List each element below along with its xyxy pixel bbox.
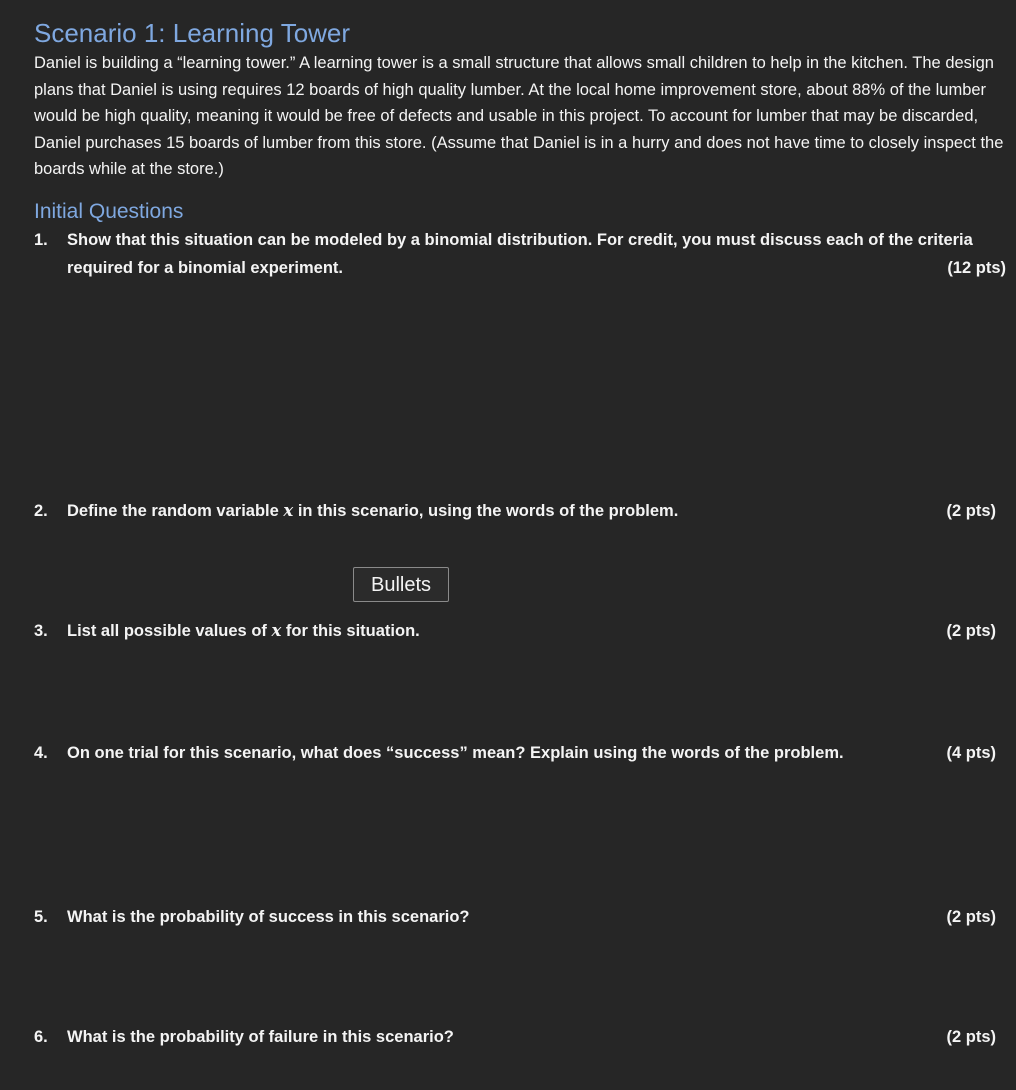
question-text-before: List all possible values of (67, 622, 272, 640)
question-text (67, 617, 916, 645)
question-4 (34, 739, 996, 767)
section-title: Initial Questions (34, 200, 184, 223)
question-number: 6. (34, 1028, 48, 1046)
question-number: 5. (34, 908, 48, 926)
scenario-intro: Daniel is building a “learning tower.” A learning tower is a small structure that allows small children to help in the kitchen. The design plans that Daniel is using requires 12 boards of high quality lumber. At the local home improvement store, about 88% of the lumber would be high quality, meaning it would be free of defects and usable in this project. To account for lumber that may be discarded, Daniel purchases 15 boards of lumber from this store. (Assume that Daniel is in a hurry and does not have time to closely inspect the boards while at the store.) (34, 54, 1004, 178)
question-number: 3. (34, 622, 48, 640)
question-number: 4. (34, 744, 48, 762)
question-6 (34, 1023, 996, 1051)
question-text: What is the probability of success in this scenario? (67, 908, 470, 926)
question-number: 1. (34, 231, 48, 249)
question-2 (34, 497, 996, 525)
question-points: (2 pts) (946, 908, 996, 926)
random-variable: x (283, 501, 294, 520)
question-text (67, 497, 916, 525)
question-points: (12 pts) (947, 259, 1006, 277)
question-1 (34, 226, 1006, 282)
question-text: On one trial for this scenario, what does “success” mean? Explain using the words of the problem. (67, 744, 844, 762)
question-text-before: Define the random variable (67, 502, 284, 520)
question-text: Show that this situation can be modeled by a binomial distribution. For credit, you must discuss each of the criteria required for a binomial experiment. (67, 231, 973, 277)
question-text: What is the probability of failure in this scenario? (67, 1028, 454, 1046)
question-points: (4 pts) (946, 744, 996, 762)
random-variable: x (271, 621, 282, 640)
question-5 (34, 903, 996, 931)
question-points: (2 pts) (946, 622, 996, 640)
question-text-after: in this scenario, using the words of the problem. (293, 502, 679, 520)
question-points: (2 pts) (946, 502, 996, 520)
question-text-after: for this situation. (281, 622, 420, 640)
question-3 (34, 617, 996, 645)
question-points: (2 pts) (946, 1028, 996, 1046)
bullets-tooltip: Bullets (353, 567, 449, 602)
scenario-title: Scenario 1: Learning Tower (34, 18, 351, 48)
question-number: 2. (34, 502, 48, 520)
